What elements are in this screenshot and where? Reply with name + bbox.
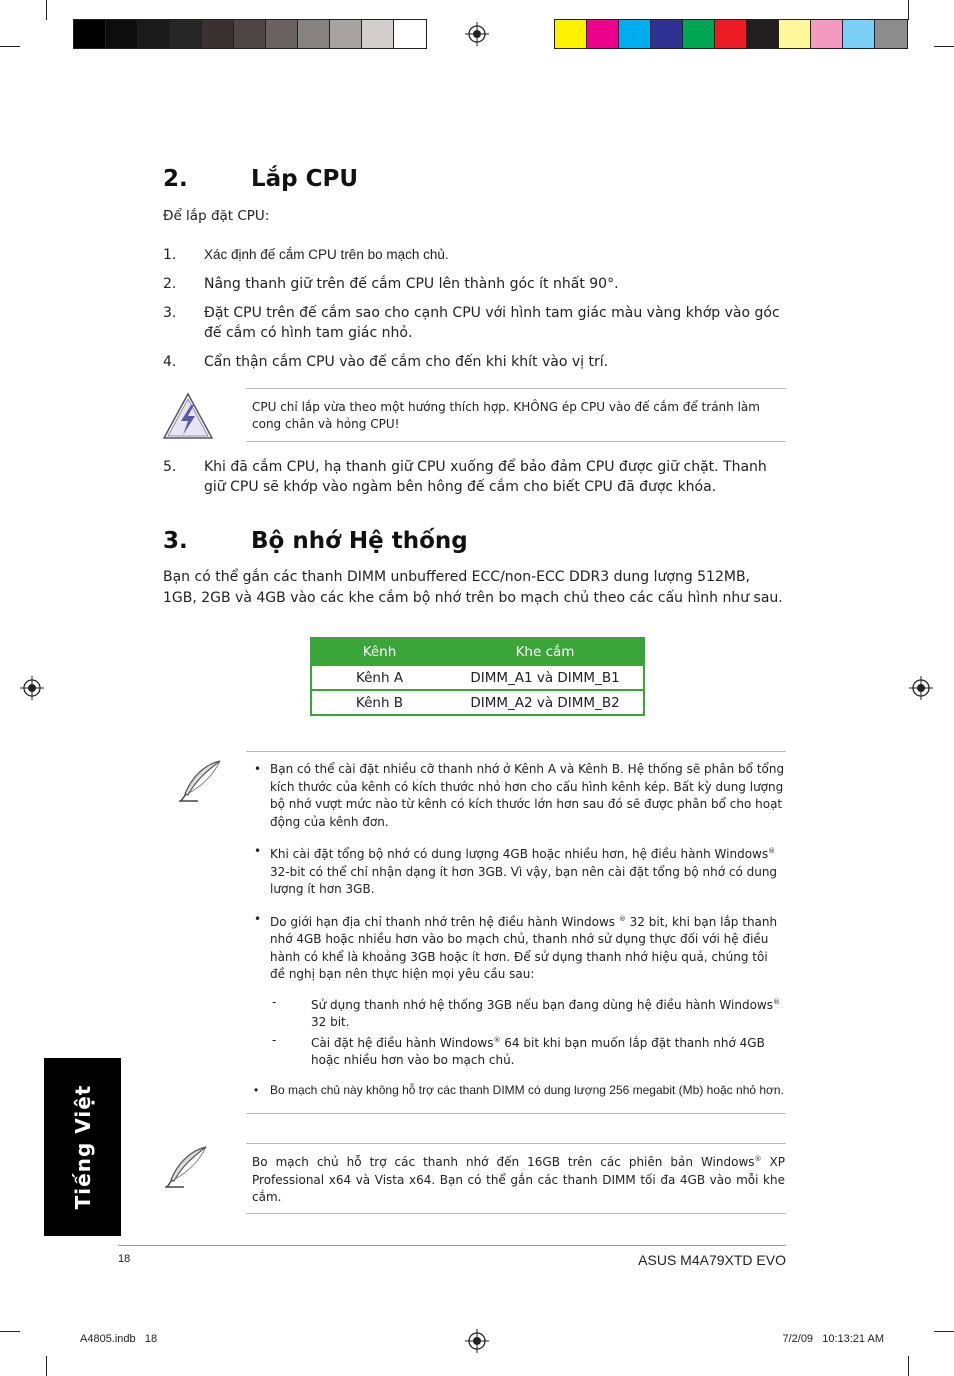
color-swatch xyxy=(843,20,875,48)
gray-swatch xyxy=(106,20,138,48)
divider xyxy=(246,1113,786,1114)
section-number: 2. xyxy=(163,166,188,192)
gray-swatch xyxy=(170,20,202,48)
crop-mark xyxy=(908,1356,909,1376)
gray-swatch xyxy=(234,20,266,48)
color-swatch xyxy=(715,20,747,48)
divider xyxy=(246,1143,786,1144)
color-swatch xyxy=(875,20,907,48)
warning-icon xyxy=(161,391,215,441)
list-item: 2. Nâng thanh giữ trên đế cắm CPU lên thành góc ít nhất 90°. xyxy=(163,276,619,292)
registration-mark-icon xyxy=(909,676,933,700)
column-header: Kênh xyxy=(311,638,447,665)
gray-swatch xyxy=(138,20,170,48)
list-item: • Bo mạch chủ này không hỗ trợ các thanh DIMM có dung lượng 256 megabit (Mb) hoặc nhỏ hơn. xyxy=(254,1082,784,1097)
intro-text: Bạn có thể gắn các thanh DIMM unbuffered ECC/non-ECC DDR3 dung lượng 512MB, 1GB, 2GB và 4GB vào các khe cắm bộ nhớ trên bo mạch chủ theo các cấu hình như sau. xyxy=(163,569,783,606)
list-item: • Bạn có thể cài đặt nhiều cỡ thanh nhớ ở Kênh A và Kênh B. Hệ thống sẽ phân bổ tổng kích thước của kênh có kích thước nhỏ hơn cho cấu hình kênh kép. Bất kỳ dung lượng bộ nhớ vượt mức nào từ kênh có kích thước lớn hơn sau đó sẽ được phân bổ cho hoạt động của kênh đơn. xyxy=(254,762,785,829)
warning-text: CPU chỉ lắp vừa theo một hướng thích hợp. KHÔNG ép CPU vào đế cắm để tránh làm cong chân và hỏng CPU! xyxy=(252,400,760,431)
section-number: 3. xyxy=(163,528,188,554)
file-name: A4805.indb 18 xyxy=(80,1333,158,1345)
product-name: ASUS M4A79XTD EVO xyxy=(638,1252,786,1268)
sub-list-item: - Sử dụng thanh nhớ hệ thống 3GB nếu bạn đang dùng hệ điều hành Windows® 32 bit. xyxy=(272,994,780,1029)
section-heading-cpu xyxy=(163,166,358,192)
crop-mark xyxy=(46,0,47,20)
footer-divider xyxy=(118,1245,786,1246)
color-swatch xyxy=(619,20,651,48)
gray-swatch xyxy=(202,20,234,48)
registered-mark: ® xyxy=(768,847,776,855)
list-item: 1. Xác định đế cắm CPU trên bo mạch chủ. xyxy=(163,247,449,263)
color-swatch xyxy=(779,20,811,48)
list-item: • Khi cài đặt tổng bộ nhớ có dung lượng 4GB hoặc nhiều hơn, hệ điều hành Windows® 32-bit có thể chỉ nhận dạng ít hơn 3GB. Vì vậy, bạn nên cài đặt tổng bộ nhớ có dung lượng ít hơn 3GB. xyxy=(254,844,778,896)
crop-mark xyxy=(46,1356,47,1376)
note-text: Bo mạch chủ hỗ trợ các thanh nhớ đến 16GB trên các phiên bản Windows® XP Professional x64 và Vista x64. Bạn có thể gắn các thanh DIMM tối đa 4GB vào mỗi khe cắm. xyxy=(252,1155,785,1204)
color-bar xyxy=(554,19,908,49)
color-swatch xyxy=(747,20,779,48)
list-item: • Do giới hạn địa chỉ thanh nhớ trên hệ điều hành Windows ® 32 bit, khi bạn lắp thanh nhớ 4GB hoặc nhiều hơn vào bo mạch chủ, thanh nhớ sử dụng thực đối với hệ điều hành có khể là khoảng 3GB hoặc ít hơn. Để sử dụng thanh nhớ hiệu quả, chúng tôi đề nghị bạn nên thực hiện mọi yêu cầu sau: xyxy=(254,911,778,981)
notes-list xyxy=(254,761,786,1111)
registration-mark-icon xyxy=(465,1329,489,1353)
crop-mark xyxy=(0,1331,20,1332)
list-item: 4. Cẩn thận cắm CPU vào đế cắm cho đến khi khít vào vị trí. xyxy=(163,354,609,370)
note-quill-icon xyxy=(176,758,226,804)
registration-mark-icon xyxy=(465,22,489,46)
crop-mark xyxy=(934,1331,954,1332)
color-swatch xyxy=(555,20,587,48)
gray-swatch xyxy=(330,20,362,48)
table-cell: DIMM_A2 và DIMM_B2 xyxy=(447,690,644,715)
side-tab-label: Tiếng Việt xyxy=(70,1084,95,1210)
dimm-channel-table xyxy=(310,637,645,716)
table-row xyxy=(311,665,644,690)
table-row xyxy=(311,690,644,715)
list-item: 5. Khi đã cắm CPU, hạ thanh giữ CPU xuống để bảo đảm CPU được giữ chặt. Thanh giữ CPU sẽ khớp vào ngàm bên hông đế cắm cho biết CPU đã được khóa. xyxy=(163,459,767,495)
divider xyxy=(246,388,786,389)
note-quill-icon xyxy=(162,1144,212,1190)
gray-swatch xyxy=(74,20,106,48)
registered-mark: ® xyxy=(754,1155,762,1163)
list-item: 3. Đặt CPU trên đế cắm sao cho cạnh CPU với hình tam giác màu vàng khớp vào góc đế cắm có hình tam giác nhỏ. xyxy=(163,305,780,341)
section-title: Bộ nhớ Hệ thống xyxy=(251,528,468,554)
crop-mark xyxy=(934,46,954,47)
column-header: Khe cắm xyxy=(447,638,644,665)
color-swatch xyxy=(651,20,683,48)
registration-mark-icon xyxy=(20,676,44,700)
gray-swatch xyxy=(362,20,394,48)
grayscale-bar xyxy=(73,19,427,49)
crop-mark xyxy=(0,46,20,47)
crop-mark xyxy=(908,0,909,20)
table-header-row xyxy=(311,638,644,665)
gray-swatch xyxy=(298,20,330,48)
section-heading-memory xyxy=(163,528,468,554)
registered-mark: ® xyxy=(493,1035,501,1044)
color-swatch xyxy=(811,20,843,48)
print-timestamp: 7/2/09 10:13:21 AM xyxy=(782,1333,884,1345)
gray-swatch xyxy=(266,20,298,48)
divider xyxy=(246,751,786,752)
divider xyxy=(246,441,786,442)
color-swatch xyxy=(587,20,619,48)
page-number: 18 xyxy=(118,1253,131,1265)
registered-mark: ® xyxy=(773,997,780,1006)
sub-list-item: - Cài đặt hệ điều hành Windows® 64 bit khi bạn muốn lắp đặt thanh nhớ 4GB hoặc nhiều hơn vào bo mạch chủ. xyxy=(272,1032,765,1067)
language-side-tab xyxy=(44,1058,121,1236)
intro-text: Để lắp đặt CPU: xyxy=(163,208,270,224)
registered-mark: ® xyxy=(618,914,626,923)
divider xyxy=(246,1213,786,1214)
section-title: Lắp CPU xyxy=(251,166,359,192)
table-cell: Kênh A xyxy=(311,665,447,690)
table-cell: Kênh B xyxy=(311,690,447,715)
gray-swatch xyxy=(394,20,426,48)
table-cell: DIMM_A1 và DIMM_B1 xyxy=(447,665,644,690)
color-swatch xyxy=(683,20,715,48)
